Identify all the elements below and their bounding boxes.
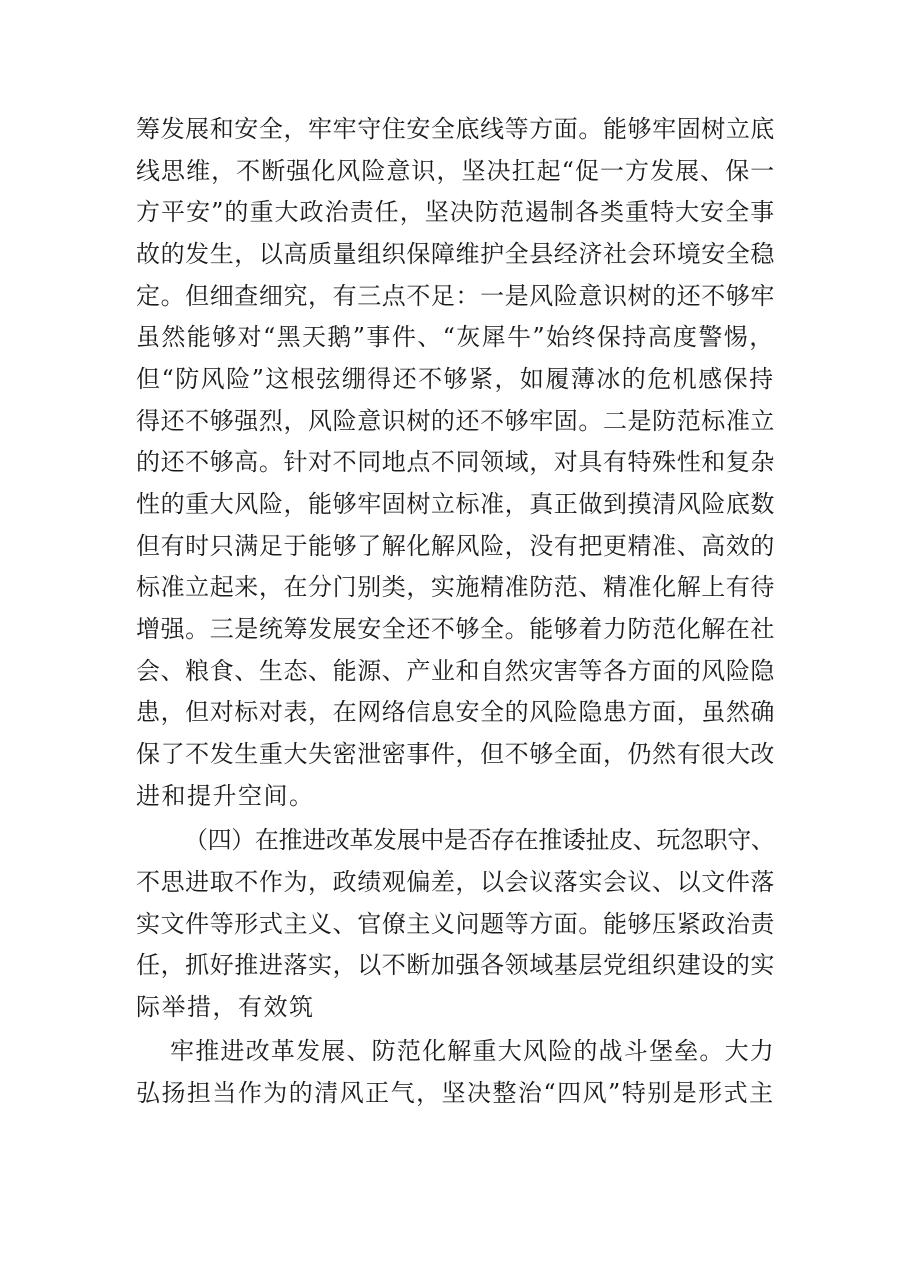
section-heading-line: （四）在推进改革发展中是否存在推诿扯皮、玩忽职守、 bbox=[184, 826, 775, 854]
paragraph-line: 但“防风险”这根弦绷得还不够紧，如履薄冰的危机感保持 bbox=[136, 365, 775, 393]
paragraph-line: 定。但细查细究，有三点不足：一是风险意识树的还不够牢 bbox=[136, 282, 775, 310]
paragraph-line: 筹发展和安全，牢牢守住安全底线等方面。能够牢固树立底 bbox=[136, 115, 775, 143]
paragraph-line: 标准立起来，在分门别类，实施精准防范、精准化解上有待 bbox=[136, 573, 775, 601]
paragraph-line: 的还不够高。针对不同地点不同领域，对具有特殊性和复杂 bbox=[136, 448, 775, 476]
paragraph-line: 实文件等形式主义、官僚主义问题等方面。能够压紧政治责 bbox=[136, 910, 775, 938]
paragraph-line: 际举措，有效筑 bbox=[136, 993, 315, 1021]
paragraph-line: 增强。三是统筹发展安全还不够全。能够着力防范化解在社 bbox=[136, 615, 775, 643]
paragraph-line: 性的重大风险，能够牢固树立标准，真正做到摸清风险底数 bbox=[136, 490, 775, 518]
paragraph-line: 虽然能够对“黑天鹅”事件、“灰犀牛”始终保持高度警惕， bbox=[136, 323, 775, 351]
paragraph-line: 会、粮食、生态、能源、产业和自然灾害等各方面的风险隐 bbox=[136, 657, 775, 685]
paragraph-line: 得还不够强烈，风险意识树的还不够牢固。二是防范标准立 bbox=[136, 407, 775, 435]
paragraph-line: 任，抓好推进落实，以不断加强各领域基层党组织建设的实 bbox=[136, 951, 775, 979]
paragraph-line: 不思进取不作为，政绩观偏差，以会议落实会议、以文件落 bbox=[136, 868, 775, 896]
paragraph-line: 进和提升空间。 bbox=[136, 782, 315, 810]
paragraph-line: 保了不发生重大失密泄密事件，但不够全面，仍然有很大改 bbox=[136, 740, 775, 768]
paragraph-line: 故的发生，以高质量组织保障维护全县经济社会环境安全稳 bbox=[136, 240, 775, 268]
paragraph-line: 牢推进改革发展、防范化解重大风险的战斗堡垒。大力 bbox=[170, 1037, 775, 1065]
paragraph-line: 线思维，不断强化风险意识，坚决扛起“促一方发展、保一 bbox=[136, 157, 776, 185]
paragraph-line: 但有时只满足于能够了解化解风险，没有把更精准、高效的 bbox=[136, 532, 775, 560]
paragraph-line: 患，但对标对表，在网络信息安全的风险隐患方面，虽然确 bbox=[136, 698, 775, 726]
paragraph-line: 方平安”的重大政治责任，坚决防范遏制各类重特大安全事 bbox=[136, 198, 776, 226]
paragraph-line: 弘扬担当作为的清风正气，坚决整治“四风”特别是形式主 bbox=[136, 1079, 775, 1107]
